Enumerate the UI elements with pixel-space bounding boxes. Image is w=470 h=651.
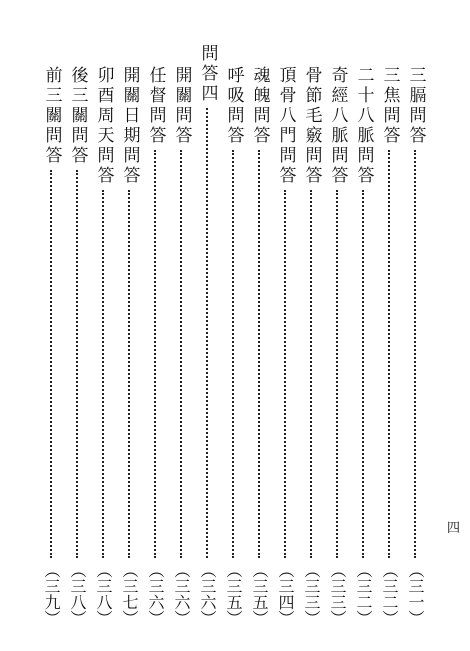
entry-title: 開關問答 bbox=[171, 66, 192, 146]
toc-entry-12 bbox=[118, 66, 140, 626]
entry-page-ref: （三九） bbox=[42, 562, 61, 626]
entry-title: 前三關問答 bbox=[41, 66, 62, 166]
entry-page-ref: （三六） bbox=[198, 562, 217, 626]
entry-title: 三膈問答 bbox=[405, 66, 426, 146]
toc-entry-11 bbox=[144, 66, 166, 626]
dot-leader bbox=[206, 108, 208, 558]
toc-entry-5 bbox=[300, 66, 322, 626]
entry-page-ref: （三七） bbox=[120, 562, 139, 626]
entry-page-ref: （三五） bbox=[224, 562, 243, 626]
dot-leader bbox=[76, 170, 78, 558]
dot-leader bbox=[414, 150, 416, 558]
dot-leader bbox=[154, 150, 156, 558]
dot-leader bbox=[232, 150, 234, 558]
toc-entry-10 bbox=[170, 66, 192, 626]
entry-page-ref: （三三） bbox=[328, 562, 347, 626]
toc-entry-3 bbox=[352, 66, 374, 626]
entry-title: 魂魄問答 bbox=[249, 66, 270, 146]
entry-page-ref: （三八） bbox=[68, 562, 87, 626]
entry-title: 三焦問答 bbox=[379, 66, 400, 146]
entry-title: 骨節毛竅問答 bbox=[301, 66, 322, 186]
entry-title: 頂骨八門問答 bbox=[275, 66, 296, 186]
entry-page-ref: （三六） bbox=[172, 562, 191, 626]
section-title: 問答四 bbox=[197, 44, 218, 104]
entry-page-ref: （三四） bbox=[276, 562, 295, 626]
dot-leader bbox=[388, 150, 390, 558]
toc-entry-2 bbox=[378, 66, 400, 626]
entry-page-ref: （三五） bbox=[250, 562, 269, 626]
dot-leader bbox=[258, 150, 260, 558]
dot-leader bbox=[50, 170, 52, 558]
dot-leader bbox=[180, 150, 182, 558]
toc-entry-13 bbox=[92, 66, 114, 626]
dot-leader bbox=[128, 190, 130, 558]
entry-title: 任督問答 bbox=[145, 66, 166, 146]
dot-leader bbox=[102, 190, 104, 558]
toc-entry-7 bbox=[248, 66, 270, 626]
entry-page-ref: （三六） bbox=[146, 562, 165, 626]
toc-entry-4 bbox=[326, 66, 348, 626]
entry-page-ref: （三二） bbox=[380, 562, 399, 626]
toc-entry-1 bbox=[404, 66, 426, 626]
entry-page-ref: （三八） bbox=[94, 562, 113, 626]
toc-entry-14 bbox=[66, 66, 88, 626]
entry-title: 卯酉周天問答 bbox=[93, 66, 114, 186]
dot-leader bbox=[362, 190, 364, 558]
toc-entry-15 bbox=[40, 66, 62, 626]
entry-title: 奇經八脈問答 bbox=[327, 66, 348, 186]
entry-page-ref: （三一） bbox=[406, 562, 425, 626]
toc-entry-8 bbox=[222, 66, 244, 626]
entry-title: 呼吸問答 bbox=[223, 66, 244, 146]
entry-page-ref: （三二） bbox=[354, 562, 373, 626]
entry-title: 二十八脈問答 bbox=[353, 66, 374, 186]
dot-leader bbox=[284, 190, 286, 558]
entry-title: 後三關問答 bbox=[67, 66, 88, 166]
entry-page-ref: （三三） bbox=[302, 562, 321, 626]
entry-title: 開關日期問答 bbox=[119, 66, 140, 186]
toc-section-heading bbox=[196, 44, 218, 626]
dot-leader bbox=[336, 190, 338, 558]
toc-entry-6 bbox=[274, 66, 296, 626]
page-number: 四 bbox=[447, 521, 461, 536]
dot-leader bbox=[310, 190, 312, 558]
